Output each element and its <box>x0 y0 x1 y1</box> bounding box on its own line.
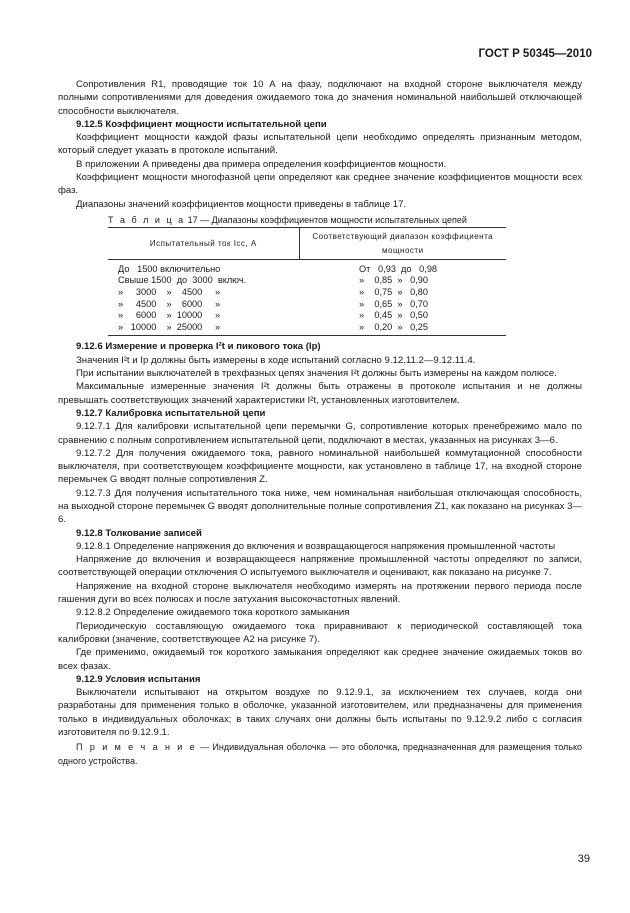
section-heading: 9.12.5 Коэффициент мощности испытательной цепи <box>76 118 327 130</box>
section-heading: 9.12.6 Измерение и проверка I²t и пикового тока (Ip) <box>76 341 321 353</box>
paragraph: Значения I²t и Ip должны быть измерены в ходе испытаний согласно 9.12.11.2—9.12.11.4. <box>76 354 476 366</box>
section-heading: 9.12.7 Калибровка испытательной цепи <box>76 407 266 419</box>
paragraph: Где применимо, ожидаемый ток короткого замыкания определяют как среднее значение ожидаемых токов во всех фазах. <box>58 647 582 672</box>
note <box>58 741 582 768</box>
table-cell-power-factor: От 0,93 до 0,98 <box>359 263 438 274</box>
paragraph: Периодическую составляющую ожидаемого тока приравнивают к периодической составляющей тока калибровки (значение, соответствующее A2 на рисунке 7). <box>58 620 582 645</box>
table-cell-power-factor: » 0,20 » 0,25 <box>299 322 506 336</box>
table-cell-power-factor: » 0,75 » 0,80 <box>359 287 428 298</box>
table-header-power-factor: Соответствующий диапазон коэффициента мощности <box>299 228 506 260</box>
table-row <box>108 299 506 311</box>
table-cell-current: Свыше 1500 до 3000 включ. <box>118 275 247 286</box>
table-cell-power-factor: » 0,45 » 0,50 <box>359 310 428 321</box>
table-row <box>108 287 506 299</box>
table-cell-current: До 1500 включительно <box>118 263 221 274</box>
table-cell-current: » 3000 » 4500 » <box>118 287 221 298</box>
table-cell-power-factor: » 0,85 » 0,90 <box>359 275 428 286</box>
power-factor-table <box>108 227 506 336</box>
table-caption-label: Т а б л и ц а <box>108 214 186 225</box>
paragraph: 9.12.7.2 Для получения ожидаемого тока, равного номинальной наибольшей коммутационной способности выключателя, при соответствующем коэффициенте мощности, как установлено в таблице 17, на входной стороне перемычек G вводят полные сопротивления Z. <box>58 447 582 486</box>
page-content <box>58 78 582 768</box>
table-row <box>108 275 506 287</box>
table-header-current: Испытательный ток Iсс, А <box>108 228 299 260</box>
table-caption-text: 17 — Диапазоны коэффициентов мощности испытательных цепей <box>187 214 467 225</box>
paragraph: В приложении А приведены два примера определения коэффициентов мощности. <box>76 158 447 170</box>
table-cell-current: » 6000 » 10000 » <box>118 310 221 321</box>
paragraph: 9.12.7.1 Для калибровки испытательной цепи перемычки G, сопротивление которых пренебрежимо мало по сравнению с полным сопротивлением испытательной цепи, подключают в местах, указанных на рисунках 3—6. <box>58 421 582 446</box>
table-caption <box>108 214 582 227</box>
note-label: П р и м е ч а н и е <box>76 742 197 753</box>
table-cell-current: » 4500 » 6000 » <box>118 298 221 309</box>
paragraph: При испытании выключателей в трехфазных цепях значения I²t должны быть измерены на каждом полюсе. <box>76 368 557 380</box>
table-row <box>108 322 506 336</box>
page-number: 39 <box>577 853 590 865</box>
table-cell-current: » 10000 » 25000 » <box>108 322 299 336</box>
table-cell-power-factor: » 0,65 » 0,70 <box>359 298 428 309</box>
paragraph: Коэффициент мощности каждой фазы испытательной цепи необходимо определять признанным методом, который следует указать в протоколе испытаний. <box>58 132 582 157</box>
paragraph: Напряжение до включения и возвращающееся напряжение промышленной частоты определяют по записи, соответствующей операции отключения O испытуемого выключателя и оценивают, как показано на рисунке 7. <box>58 554 582 579</box>
paragraph: 9.12.7.3 Для получения испытательного тока ниже, чем номинальная наибольшая отключающая способность, на выходной стороне перемычек G вводят дополнительные полные сопротивления Z1, как показано на рисунках 3—6. <box>58 487 582 526</box>
standard-header: ГОСТ Р 50345—2010 <box>478 48 592 60</box>
note-text: — Индивидуальная оболочка — это оболочка, предназначенная для размещения только одного устройства. <box>58 742 582 766</box>
paragraph: 9.12.8.1 Определение напряжения до включения и возвращающегося напряжения промышленной частоты <box>76 540 556 552</box>
table-body <box>108 259 506 336</box>
section-heading: 9.12.8 Толкование записей <box>76 527 202 539</box>
table-row <box>108 259 506 275</box>
table-row <box>108 310 506 322</box>
paragraph: Сопротивления R1, проводящие ток 10 А на фазу, подключают на входной стороне выключателя между полными сопротивлениями для доведения ожидаемого тока до значения номинальной наибольшей отключающей способности выключателя. <box>58 79 582 117</box>
paragraph: Диапазоны значений коэффициентов мощности приведены в таблице 17. <box>76 198 407 210</box>
paragraph: Выключатели испытывают на открытом воздухе по 9.12.9.1, за исключением тех случаев, когда они разработаны для применения только в оболочке, указанной изготовителем, или предназначены для применения только в индивидуальных оболочках; в таких случаях они должны быть испытаны по 9.12.9.2 либо с согласия изготовителя по 9.12.9.1. <box>58 687 582 739</box>
section-heading: 9.12.9 Условия испытания <box>76 673 201 685</box>
paragraph: 9.12.8.2 Определение ожидаемого тока короткого замыкания <box>76 607 350 619</box>
paragraph: Напряжение на входной стороне выключателя необходимо измерять на протяжении первого периода после гашения дуги во всех полюсах и после затухания высокочастотных явлений. <box>58 580 582 606</box>
paragraph: Коэффициент мощности многофазной цепи определяют как среднее значение коэффициентов мощности всех фаз. <box>58 172 582 197</box>
paragraph: Максимальные измеренные значения I²t должны быть отражены в протоколе испытания и не должны превышать соответствующих значений характеристики I²t, установленных изготовителем. <box>58 381 582 406</box>
